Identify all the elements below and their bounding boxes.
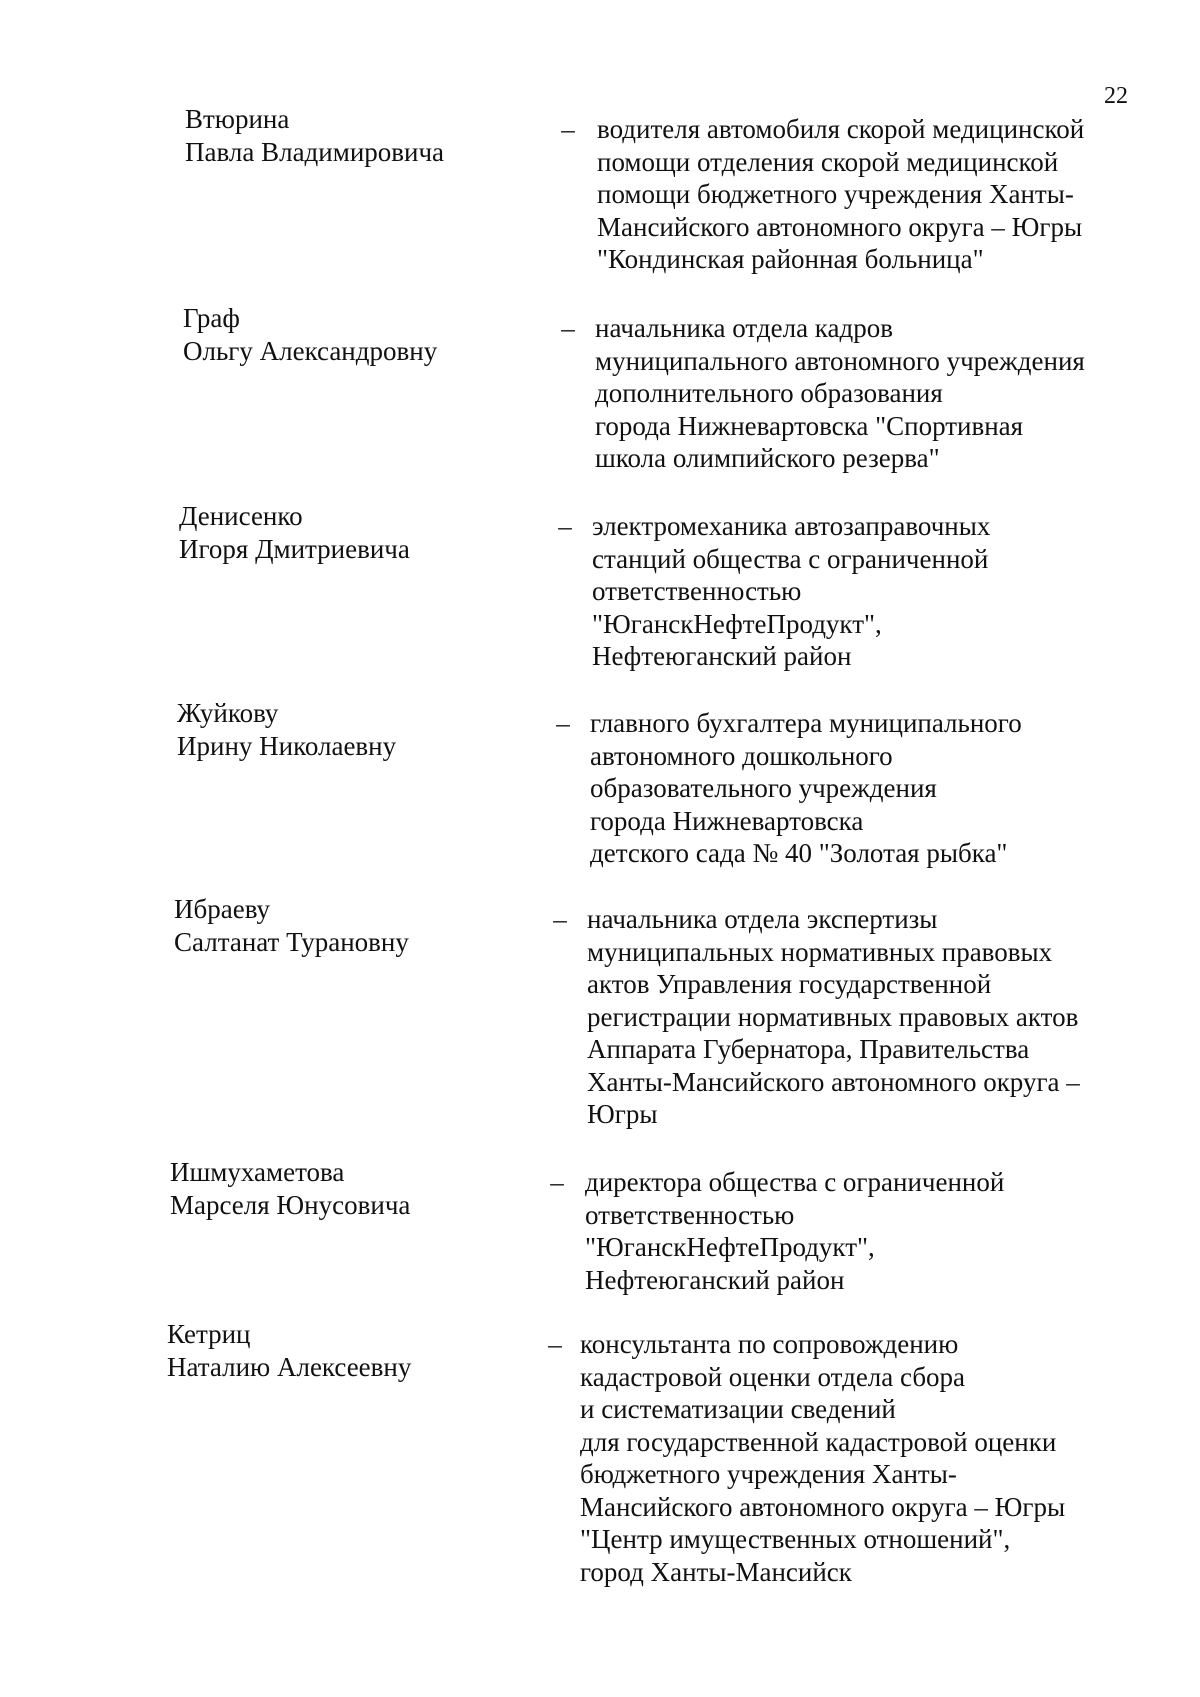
position-line: город Ханты-Мансийск [580,1556,852,1587]
position-line: города Нижневартовска "Спортивная [595,410,1024,441]
person-surname: Кетриц [167,1319,251,1349]
position-line: главного бухгалтера муниципального [590,708,1022,738]
separator-dash: – [553,904,567,934]
position-description [585,1166,1125,1296]
position-line: "ЮганскНефтеПродукт", [592,608,882,639]
person-given-names: Павла Владимировича [185,136,445,167]
position-line: помощи бюджетного учреждения Ханты- [597,179,1074,209]
person-name [170,1156,530,1221]
position-line: директора общества с ограниченной [585,1167,1005,1197]
position-line: школа олимпийского резерва" [595,443,940,473]
position-line: "Центр имущественных отношений", [580,1524,1011,1554]
page-number: 22 [1104,83,1128,109]
position-line: Аппарата Губернатора, Правительства [587,1034,1030,1064]
position-line: дополнительного образования [595,378,943,408]
person-given-names: Игоря Дмитриевича [179,533,410,564]
position-line: начальника отдела экспертизы [587,904,938,934]
position-line: детского сада № 40 "Золотая рыбка" [590,838,1008,868]
position-description [590,707,1130,870]
person-given-names: Марселя Юнусовича [170,1189,411,1220]
person-given-names: Салтанат Турановну [174,926,409,957]
position-line: станций общества с ограниченной [592,543,989,574]
separator-dash: – [561,313,575,343]
position-line: Мансийского автономного округа – Югры [597,211,1083,242]
person-name [179,500,539,565]
position-line: ответственностью [592,576,802,606]
position-line: и систематизации сведений [580,1394,896,1424]
position-description [580,1328,1120,1588]
position-line: автономного дошкольного [590,740,893,771]
position-line: электромеханика автозаправочных [592,511,991,541]
separator-dash: – [548,1329,562,1359]
position-description [587,903,1127,1131]
position-line: Нефтеюганский район [585,1264,845,1295]
position-line: актов Управления государственной [587,969,992,999]
separator-dash: – [556,708,570,738]
person-surname: Ишмухаметова [170,1157,345,1187]
separator-dash: – [558,511,572,541]
position-line: образовательного учреждения [590,773,937,803]
position-line: бюджетного учреждения Ханты- [580,1459,957,1489]
position-line: "ЮганскНефтеПродукт", [585,1232,875,1262]
person-name [185,103,545,168]
position-line: муниципальных нормативных правовых [587,936,1053,967]
position-line: Югры [587,1099,658,1129]
person-surname: Денисенко [179,501,303,531]
separator-dash: – [561,114,575,144]
person-name [167,1318,527,1383]
position-line: регистрации нормативных правовых актов [587,1001,1079,1032]
position-line: Ханты-Мансийского автономного округа – [587,1066,1080,1097]
position-description [592,510,1132,673]
position-line: Мансийского автономного округа – Югры [580,1491,1066,1522]
person-name [183,302,543,367]
position-line: консультанта по сопровождению [580,1329,959,1359]
position-line: начальника отдела кадров [595,313,893,343]
position-description [595,312,1135,475]
separator-dash: – [550,1167,564,1197]
person-surname: Жуйкову [177,698,279,728]
position-line: водителя автомобиля скорой медицинской [597,114,1085,144]
person-surname: Граф [183,303,240,333]
position-line: помощи отделения скорой медицинской [597,146,1059,177]
position-line: ответственностью [585,1199,795,1230]
person-name [177,697,537,762]
position-line: муниципального автономного учреждения [595,345,1085,376]
person-surname: Втюрина [185,104,290,134]
position-line: Нефтеюганский район [592,641,852,671]
position-line: города Нижневартовска [590,805,864,836]
person-surname: Ибраеву [174,894,271,924]
position-line: кадастровой оценки отдела сбора [580,1361,966,1392]
person-given-names: Ольгу Александровну [183,335,438,366]
person-given-names: Наталию Алексеевну [167,1351,412,1382]
position-description [597,113,1137,276]
person-given-names: Ирину Николаевну [177,730,397,761]
position-line: "Кондинская районная больница" [597,244,984,274]
position-line: для государственной кадастровой оценки [580,1426,1057,1457]
person-name [174,893,534,958]
